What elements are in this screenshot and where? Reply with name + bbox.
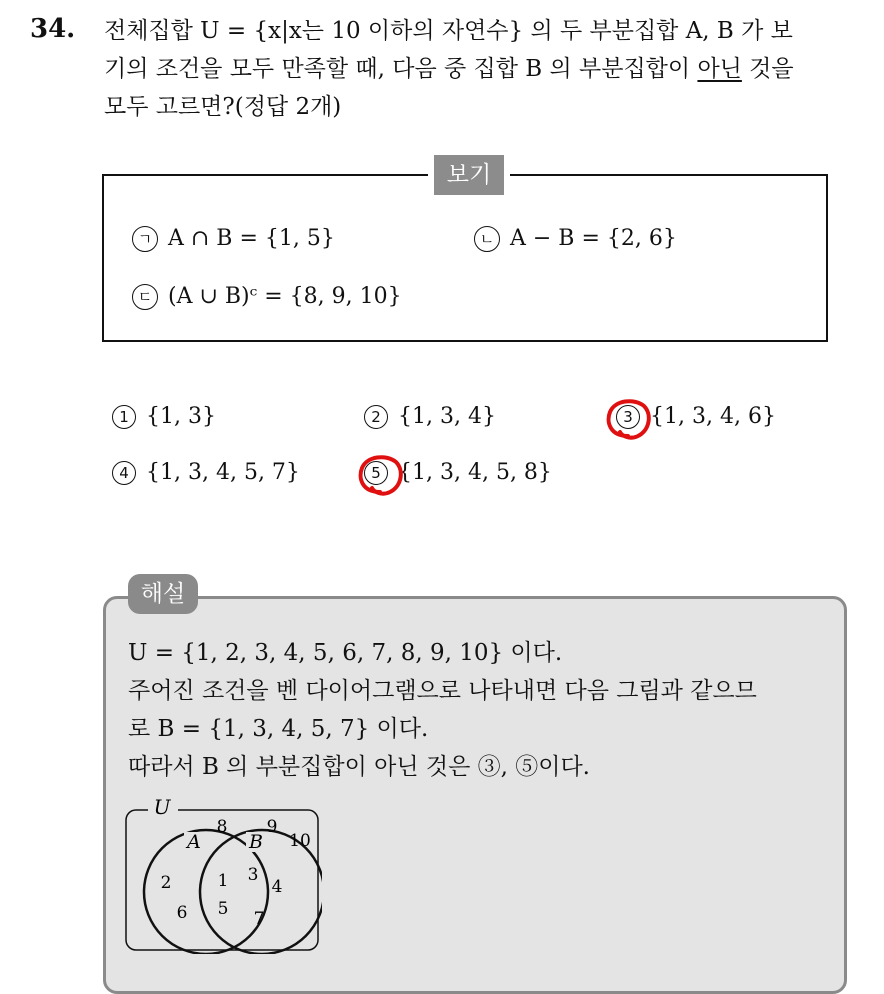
choice-number-3: 3 — [616, 405, 640, 429]
choice-number-1: 1 — [112, 405, 136, 429]
bogi-mark-1: ㄱ — [132, 226, 158, 252]
solution-line-4: 따라서 B 의 부분집합이 아닌 것은 ③, ⑤이다. — [128, 754, 590, 780]
choice-number-2: 2 — [364, 405, 388, 429]
bogi-text-1: A ∩ B = {1, 5} — [168, 226, 335, 251]
venn-outside-3: 10 — [289, 831, 311, 851]
venn-both-1: 1 — [217, 871, 229, 891]
question-emphasis-not: 아닌 — [697, 56, 742, 82]
choice-2[interactable] — [364, 404, 496, 429]
bogi-item-1 — [132, 226, 335, 252]
question-number: 34. — [30, 14, 76, 44]
bogi-label: 보기 — [428, 155, 510, 195]
question-line-1: 전체집합 U = {x|x는 10 이하의 자연수} 의 두 부분집합 A, B 가 보 — [104, 18, 793, 44]
choice-text-5: {1, 3, 4, 5, 8} — [398, 460, 552, 485]
venn-label-a: A — [187, 831, 201, 853]
bogi-item-3 — [132, 284, 402, 310]
choice-text-4: {1, 3, 4, 5, 7} — [146, 460, 300, 485]
bogi-box — [102, 174, 828, 342]
question-line-2 — [104, 50, 864, 88]
solution-line-2: 주어진 조건을 벤 다이어그램으로 나타내면 다음 그림과 같으므 — [128, 678, 757, 704]
choice-text-3: {1, 3, 4, 6} — [650, 404, 776, 429]
venn-only-b-2: 4 — [271, 877, 283, 897]
venn-outside-1: 8 — [216, 817, 228, 837]
venn-only-b-1: 3 — [247, 865, 259, 885]
venn-only-a-2: 6 — [176, 903, 188, 923]
bogi-item-2 — [474, 226, 677, 252]
question-text — [104, 12, 864, 126]
venn-label-b: B — [249, 831, 263, 853]
question-line-2a: 기의 조건을 모두 만족할 때, 다음 중 집합 B 의 부분집합이 — [104, 56, 698, 82]
venn-only-a-1: 2 — [160, 873, 172, 893]
solution-line-3: 로 B = {1, 3, 4, 5, 7} 이다. — [128, 716, 429, 742]
choice-1[interactable] — [112, 404, 216, 429]
venn-outside-2: 9 — [266, 817, 278, 837]
bogi-text-2: A − B = {2, 6} — [510, 226, 677, 251]
venn-both-2: 5 — [217, 899, 229, 919]
choice-4[interactable] — [112, 460, 300, 485]
bogi-mark-3: ㄷ — [132, 284, 158, 310]
venn-only-b-3: 7 — [253, 909, 265, 929]
choice-number-5: 5 — [364, 461, 388, 485]
venn-diagram — [122, 792, 322, 954]
choice-number-4: 4 — [112, 461, 136, 485]
question-line-2b: 것을 — [741, 56, 794, 82]
question-line-3: 모두 고르면?(정답 2개) — [104, 94, 342, 120]
solution-line-1: U = {1, 2, 3, 4, 5, 6, 7, 8, 9, 10} 이다. — [128, 640, 563, 666]
choice-text-1: {1, 3} — [146, 404, 216, 429]
bogi-mark-2: ㄴ — [474, 226, 500, 252]
answer-mark-5 — [352, 448, 408, 500]
choice-text-2: {1, 3, 4} — [398, 404, 496, 429]
venn-universe-label: U — [153, 795, 171, 819]
bogi-text-3: (A ∪ B)ᶜ = {8, 9, 10} — [168, 284, 402, 309]
solution-label: 해설 — [128, 574, 198, 614]
answer-mark-3 — [600, 392, 656, 444]
